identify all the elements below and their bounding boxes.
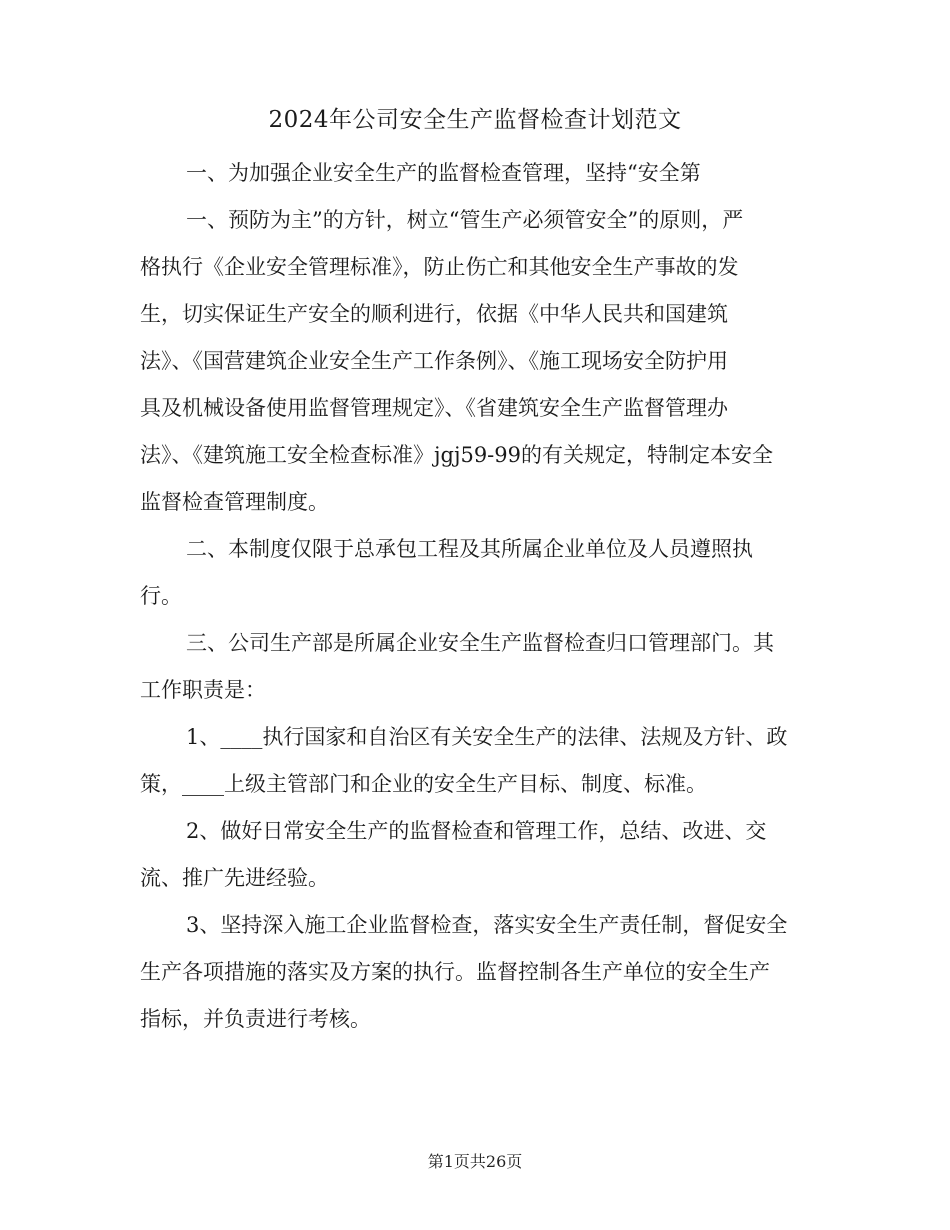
paragraph-1 — [140, 150, 810, 197]
paragraph-line: 生产各项措施的落实及方案的执行。监督控制各生产单位的安全生产 — [140, 960, 770, 984]
paragraph-line: 1、____执行国家和自治区有关安全生产的法律、法规及方针、政 — [186, 725, 788, 749]
paragraph-line: 策，____上级主管部门和企业的安全生产目标、制度、标准。 — [140, 772, 707, 796]
paragraph-line: 行。 — [140, 584, 182, 608]
paragraph-line: 指标，并负责进行考核。 — [140, 1007, 371, 1031]
paragraph-line: 3、坚持深入施工企业监督检查，落实安全生产责任制，督促安全 — [186, 913, 788, 937]
page-number-footer: 第1页共26页 — [427, 1152, 523, 1171]
paragraph-line: 具及机械设备使用监督管理规定》、《省建筑安全生产监督管理办 — [140, 396, 728, 420]
paragraph-line: 法》、《建筑施工安全检查标准》jgj59-99的有关规定，特制定本安全 — [140, 443, 774, 467]
paragraph-7 — [140, 902, 810, 1043]
paragraph-5 — [140, 714, 810, 808]
paragraph-line: 格执行《企业安全管理标准》，防止伤亡和其他安全生产事故的发 — [140, 255, 739, 279]
paragraph-6 — [140, 808, 810, 902]
paragraph-line: 法》、《国营建筑企业安全生产工作条例》、《施工现场安全防护用 — [140, 349, 728, 373]
paragraph-4 — [140, 620, 810, 714]
paragraph-line: 监督检查管理制度。 — [140, 490, 329, 514]
paragraph-line: 一、预防为主”的方针，树立“管生产必须管安全”的原则，严 — [186, 208, 744, 232]
paragraph-line: 生，切实保证生产安全的顺利进行，依据《中华人民共和国建筑 — [140, 302, 728, 326]
paragraph-line: 一、为加强企业安全生产的监督检查管理，坚持“安全第 — [186, 161, 701, 185]
paragraph-2 — [140, 197, 810, 526]
paragraph-line: 二、本制度仅限于总承包工程及其所属企业单位及人员遵照执 — [186, 537, 753, 561]
paragraph-3 — [140, 526, 810, 620]
paragraph-line: 2、做好日常安全生产的监督检查和管理工作，总结、改进、交 — [186, 819, 767, 843]
paragraph-line: 工作职责是： — [140, 678, 266, 702]
paragraph-line: 流、推广先进经验。 — [140, 866, 329, 890]
document-title: 2024年公司安全生产监督检查计划范文 — [268, 107, 682, 133]
document-body — [140, 150, 810, 1043]
paragraph-line: 三、公司生产部是所属企业安全生产监督检查归口管理部门。其 — [186, 631, 774, 655]
